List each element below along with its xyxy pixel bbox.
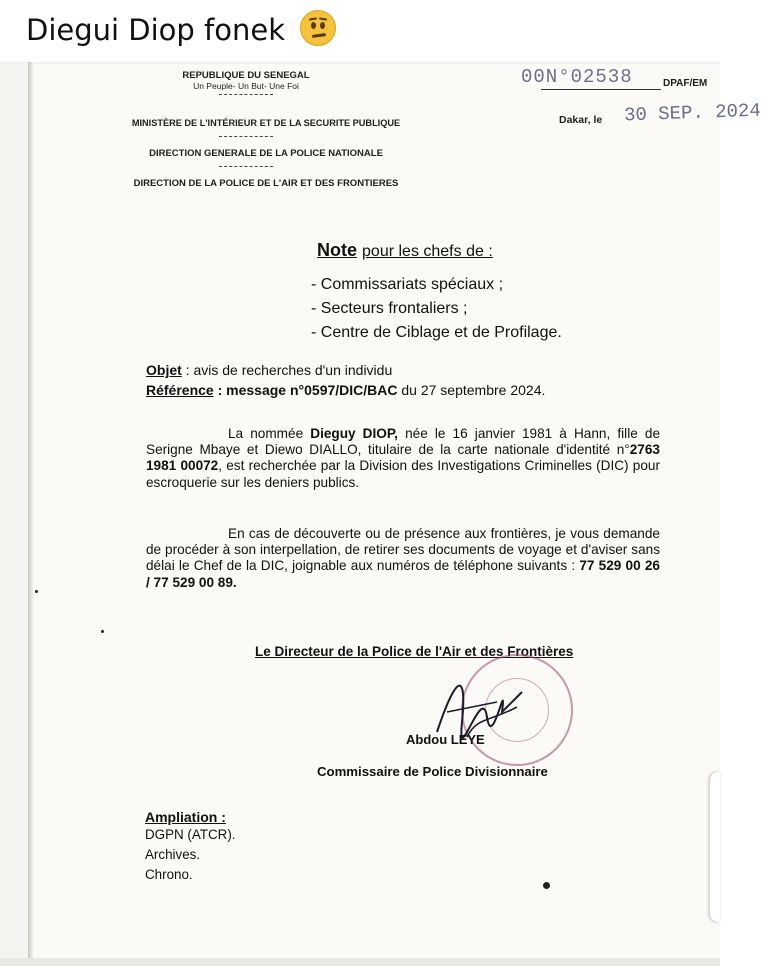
flushed-face-icon bbox=[300, 10, 336, 46]
divider bbox=[219, 166, 273, 167]
note-title-bold: Note bbox=[317, 240, 357, 260]
wanted-person-name: Dieguy DIOP, bbox=[310, 426, 398, 441]
post-header bbox=[0, 0, 720, 58]
place-label: Dakar, le bbox=[559, 114, 603, 126]
id-card-number: 2763 1981 00072 bbox=[146, 442, 660, 474]
paragraph1-b: née le 16 janvier 1981 à Hann, fille de Serigne Mbaye et Diewo DIALLO, titulaire de la carte nationale d'identité n° bbox=[146, 426, 661, 458]
phone-numbers: 77 529 00 26 / 77 529 00 89. bbox=[146, 558, 660, 590]
side-scroll-handle[interactable] bbox=[710, 772, 720, 922]
divider bbox=[219, 94, 273, 95]
signer-name: Abdou LEYE bbox=[406, 732, 485, 747]
ink-speck bbox=[35, 590, 38, 593]
directorate-heading: DIRECTION DE LA POLICE DE L'AIR ET DES FRONTIERES bbox=[133, 178, 399, 189]
note-title-rest: pour les chefs de : bbox=[362, 243, 493, 260]
post-title-text: Diegui Diop fonek bbox=[26, 13, 286, 47]
reference-underline bbox=[541, 89, 661, 90]
recipient-item: - Commissariats spéciaux ; bbox=[311, 276, 504, 293]
note-title bbox=[317, 240, 493, 261]
ampliation-heading: Ampliation : bbox=[145, 809, 226, 825]
directorate-general-heading: DIRECTION GENERALE DE LA POLICE NATIONALE bbox=[149, 148, 383, 159]
reference-label: Référence bbox=[146, 382, 214, 398]
ampliation-item: Archives. bbox=[145, 847, 201, 862]
ampliation-item: Chrono. bbox=[145, 867, 193, 882]
paragraph-instructions bbox=[146, 526, 660, 591]
reference-line bbox=[146, 382, 545, 398]
object-line bbox=[146, 362, 392, 378]
paper-edge-shadow bbox=[28, 62, 34, 966]
signatory-title: Le Directeur de la Police de l'Air et des Frontières bbox=[255, 644, 574, 659]
document-photo[interactable] bbox=[0, 62, 761, 966]
object-text: : avis de recherches d'un individu bbox=[185, 362, 393, 378]
document-paper bbox=[28, 64, 761, 966]
ink-speck bbox=[101, 630, 104, 633]
ampliation-item: DGPN (ATCR). bbox=[145, 827, 236, 842]
post-title bbox=[26, 10, 336, 47]
ministry-heading: MINISTÈRE DE L'INTÉRIEUR ET DE LA SECURITE PUBLIQUE bbox=[131, 118, 401, 128]
reference-message-number: n°0597/DIC/BAC bbox=[289, 382, 398, 398]
paragraph2-a: En cas de découverte ou de présence aux frontières, je vous demande de procéder à son interpellation, de retirer ses documents de voyage et d'aviser sans délai le Chef de la DIC, joignable aux numéros de téléphone suivants : bbox=[146, 526, 660, 574]
object-label: Objet bbox=[146, 362, 182, 378]
republic-motto: Un Peuple- Un But- Une Foi bbox=[193, 81, 299, 91]
paragraph1-c: , est recherchée par la Division des Investigations Criminelles (DIC) pour escroquerie sur les deniers publics. bbox=[146, 458, 660, 490]
date-stamp: 30 SEP. 2024 bbox=[623, 99, 761, 127]
reference-text-bold: : message bbox=[217, 382, 287, 398]
ink-speck bbox=[543, 882, 550, 889]
bottom-band bbox=[0, 958, 720, 966]
recipient-item: - Centre de Ciblage et de Profilage. bbox=[311, 324, 562, 341]
paragraph-wanted-person bbox=[146, 426, 660, 491]
reference-number-stamp: 00N°02538 bbox=[521, 66, 633, 88]
paragraph1-a: La nommée bbox=[228, 426, 311, 441]
reference-text-rest: du 27 septembre 2024. bbox=[401, 382, 546, 398]
signer-rank: Commissaire de Police Divisionnaire bbox=[317, 764, 548, 779]
divider bbox=[219, 136, 273, 137]
republic-heading: REPUBLIQUE DU SENEGAL bbox=[182, 70, 310, 81]
reference-code: DPAF/EM bbox=[663, 78, 708, 89]
recipient-item: - Secteurs frontaliers ; bbox=[311, 300, 468, 317]
